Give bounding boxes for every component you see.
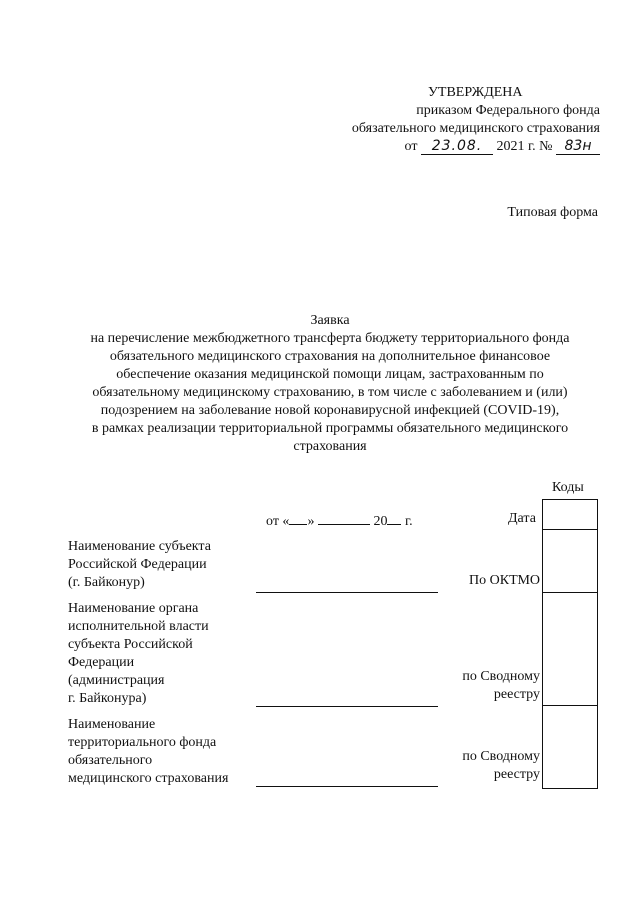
label-line: Наименование субъекта bbox=[68, 539, 211, 554]
month-blank[interactable] bbox=[318, 511, 370, 525]
approval-date-prefix: от bbox=[404, 139, 418, 154]
title-heading: Заявка bbox=[310, 313, 350, 328]
title-line: обеспечение оказания медицинской помощи лицам, застрахованным по bbox=[116, 367, 544, 382]
label-line: медицинского страхования bbox=[68, 771, 229, 786]
title-line: обязательного медицинского страхования на дополнительное финансовое bbox=[109, 349, 551, 364]
codes-column bbox=[542, 499, 598, 789]
label-line: по Сводному bbox=[462, 749, 540, 764]
label-line: обязательного bbox=[68, 753, 153, 768]
codes-header: Коды bbox=[552, 480, 584, 495]
title-line: на перечисление межбюджетного трансферта бюджету территориального фонда bbox=[90, 331, 570, 346]
label-line: по Сводному bbox=[462, 669, 540, 684]
date-suffix: г. bbox=[404, 514, 413, 529]
label-line: Федерации bbox=[68, 655, 135, 670]
registry-code-label-2 bbox=[420, 748, 540, 784]
title-line: подозрением на заболевание новой коронавирусной инфекцией (COVID-19), bbox=[100, 403, 560, 418]
label-line: Наименование bbox=[68, 717, 156, 732]
date-prefix: от « bbox=[266, 514, 290, 529]
title-line: в рамках реализации территориальной программы обязательного медицинского bbox=[91, 421, 569, 436]
approval-line-1: приказом Федерального фонда bbox=[416, 103, 600, 118]
date-code-label: Дата bbox=[508, 511, 536, 526]
day-blank[interactable] bbox=[289, 511, 307, 525]
code-divider bbox=[543, 529, 597, 530]
title-line: страхования bbox=[293, 439, 367, 454]
label-line: субъекта Российской bbox=[68, 637, 193, 652]
approval-number-handwritten: 83н bbox=[556, 138, 600, 155]
approval-date-line bbox=[300, 138, 600, 156]
title-line: обязательному медицинскому страхованию, в том числе с заболеванием и (или) bbox=[92, 385, 568, 400]
registry-code-label-1 bbox=[420, 668, 540, 704]
date-century: 20 bbox=[373, 514, 388, 529]
fund-name-label bbox=[68, 716, 258, 788]
subject-name-label bbox=[68, 538, 258, 592]
authority-name-field[interactable] bbox=[256, 706, 438, 707]
label-line: реестру bbox=[493, 767, 540, 782]
subject-name-field[interactable] bbox=[256, 592, 438, 593]
document-title bbox=[60, 312, 600, 456]
oktmo-code-label bbox=[420, 572, 540, 590]
label-line: территориального фонда bbox=[68, 735, 217, 750]
authority-name-label bbox=[68, 600, 258, 708]
label-line: (г. Байконур) bbox=[68, 575, 145, 590]
date-quote-close: » bbox=[307, 514, 315, 529]
approval-line-2: обязательного медицинского страхования bbox=[351, 121, 600, 136]
approval-heading: УТВЕРЖДЕНА bbox=[428, 85, 523, 100]
label-line: Наименование органа bbox=[68, 601, 199, 616]
code-divider bbox=[543, 592, 597, 593]
form-type-label: Типовая форма bbox=[507, 205, 598, 220]
label-line: г. Байконура) bbox=[68, 691, 147, 706]
approval-date-handwritten: 23.08. bbox=[421, 138, 493, 155]
approval-block bbox=[300, 84, 600, 156]
label-line: исполнительной власти bbox=[68, 619, 209, 634]
approval-year: 2021 г. № bbox=[496, 139, 553, 154]
label-line: реестру bbox=[493, 687, 540, 702]
code-divider bbox=[543, 705, 597, 706]
label-line: (администрация bbox=[68, 673, 165, 688]
fund-name-field[interactable] bbox=[256, 786, 438, 787]
year-blank[interactable] bbox=[387, 511, 401, 525]
label-line: По ОКТМО bbox=[469, 573, 540, 588]
label-line: Российской Федерации bbox=[68, 557, 207, 572]
request-date-line bbox=[266, 511, 413, 530]
